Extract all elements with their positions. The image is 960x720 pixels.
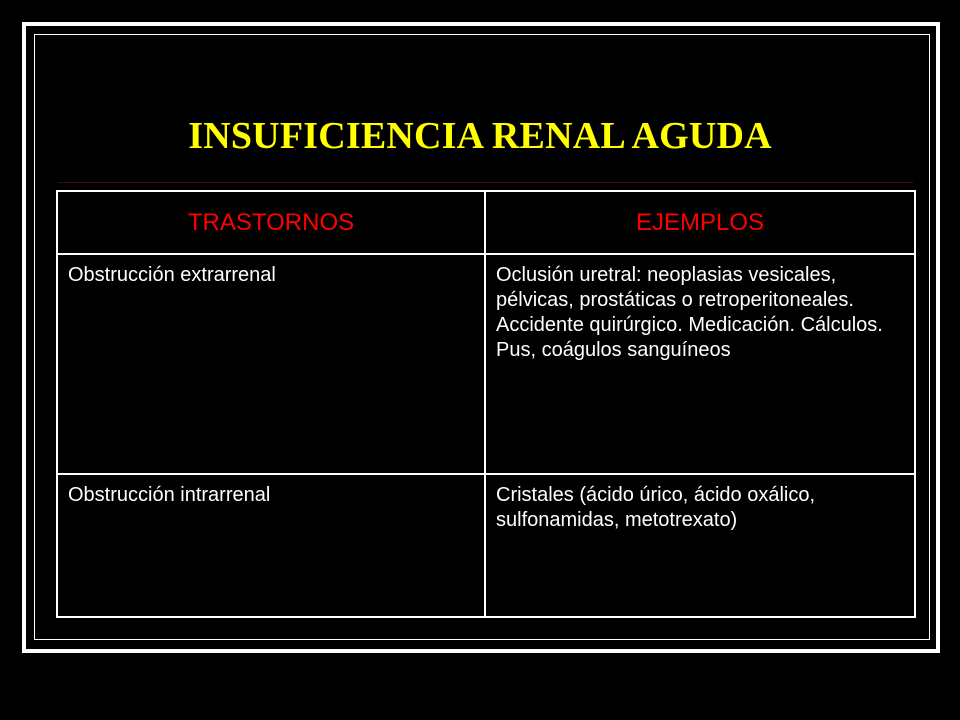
table-header-row: [57, 191, 915, 254]
disorders-table: [56, 190, 916, 618]
table-cell: [57, 254, 485, 474]
title-divider: [58, 182, 913, 183]
cell-trastorno: Obstrucción intrarrenal: [68, 484, 271, 506]
cell-trastorno: Obstrucción extrarrenal: [68, 264, 276, 286]
table-row: [57, 474, 915, 617]
table-cell: [57, 474, 485, 617]
cell-ejemplos: Oclusión uretral: neoplasias vesicales, pélvicas, prostáticas o retroperitoneales. Accidente quirúrgico. Medicación. Cálculos. Pus, coágulos sanguíneos: [496, 264, 883, 361]
cell-ejemplos: Cristales (ácido úrico, ácido oxálico, sulfonamidas, metotrexato): [496, 484, 816, 531]
header-trastornos: TRASTORNOS: [57, 191, 485, 254]
table-cell: [485, 474, 915, 617]
slide-title: INSUFICIENCIA RENAL AGUDA: [188, 115, 772, 157]
table-cell: [485, 254, 915, 474]
header-ejemplos: EJEMPLOS: [485, 191, 915, 254]
table-row: [57, 254, 915, 474]
